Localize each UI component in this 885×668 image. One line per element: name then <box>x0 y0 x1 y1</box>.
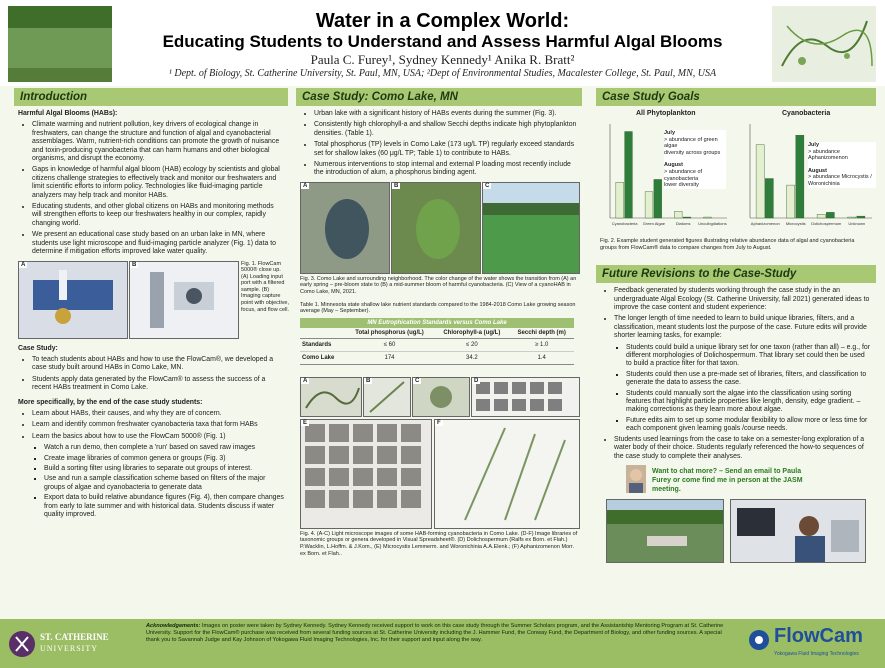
right-chart-notes: July > abundance Aphanizomenon August > abundance Microcystis / Woronichinia <box>808 142 876 188</box>
intro-column <box>14 88 288 618</box>
intro-bullet: • Climate warming and nutrient pollution, key drivers of ecological change in freshwaters, can change the structure and function of algal and cyanobacterial assemblages. Warm, nutrient-rich conditions can promote the growth of nuisance and toxin-producing cyanobacteria that can harm humans and other biological organisms, and disrupt the economy. <box>32 121 284 163</box>
revision-bullet: • Feedback generated by students working through the case study in the an undergraduate Algal Ecology (St. Catherine University, fall 2021) generated ideas to improve the case content and student experience: <box>614 287 872 312</box>
bar <box>765 179 773 218</box>
student-lab-photo <box>730 499 866 563</box>
image-library-d <box>471 377 580 417</box>
intro-bullet: • We present an educational case study based on an urban lake in MN, where students use light microscope and fluid-imaging particle analyzer (Fig. 1) data to determine if mitigation efforts improved lake water quality. <box>32 231 284 256</box>
intro-heading: Introduction <box>14 88 288 106</box>
bar <box>756 145 764 218</box>
case-bullet: • Urban lake with a significant history of HABs events during the summer (Fig. 3). <box>314 110 578 118</box>
bar <box>787 185 795 218</box>
tick-label: Green Algae <box>642 221 665 226</box>
intro-bullet: • Educating students, and other global citizens on HABs and monitoring methods will strengthen efforts to keep our freshwaters healthy in our complex, rapidly changing world. <box>32 203 284 228</box>
revision-sub-bullet: ▪ Students could build a unique library set for one taxon (rather than all) – e.g., for different morphologies of Dolichospermum. That library set could then be used to build a practice filter for that taxon. <box>626 344 872 369</box>
chart-title-right: Cyanobacteria <box>782 110 831 117</box>
case-heading: Case Study: Como Lake, MN <box>296 88 582 106</box>
table-cell: ≥ 1.0 <box>535 341 549 348</box>
table-cell: Como Lake <box>302 354 335 361</box>
lake-boat-photo <box>606 499 724 563</box>
lake-photo-left <box>8 6 112 82</box>
bar <box>848 217 856 218</box>
bar <box>857 216 865 218</box>
objective-sub-bullet: ▪ Create image libraries of common genera or groups (Fig. 3) <box>44 455 284 463</box>
tick-label: Unculbgdiations <box>698 221 727 226</box>
figure-2 <box>596 110 876 238</box>
bar <box>654 179 662 218</box>
table-header: Chlorophyll-a (ug/L) <box>443 329 501 336</box>
contact-box <box>596 465 876 499</box>
fig2-caption: Fig. 2. Example student generated figures illustrating relative abundance data of algal and cyanobacteria groups from FlowCam® data to compare changes from July to August. <box>600 238 855 251</box>
flowcam-port-photo <box>18 261 128 339</box>
bar <box>645 192 653 218</box>
revision-sub-bullet: ▪ Students could then use a pre-made set of libraries, filters, and classification to generate the data to assess the case. <box>626 371 872 388</box>
tick-label: Aphanizomenon <box>750 221 780 226</box>
table-title: MN Eutrophication Standards versus Como Lake <box>300 318 574 328</box>
case-bullet: • Numerous interventions to stop internal and external P loading most recently include the introduction of alum, a phosphorus binding agent. <box>314 161 578 178</box>
table-cell: ≤ 20 <box>466 341 478 348</box>
acknowledgements: Acknowledgements: Images on poster were taken by Sydney Kennedy. Sydney Kennedy received support to work on this case study through the Summer Scholars program, and the Assistantship Mentoring Program at St. Catherine University. Support for the FlowCam® purchase was received from several funding sources at St. Catherine University including the J. Hammer Fund, the Conway Fund, the Department of Biology, and other funding sources. A special thank you to Savannah Judge and Kay Johnson of Yokogawa Fluid Imaging Technologies, Inc. for their support and input along the way. <box>146 623 724 643</box>
poster-affiliations: ¹ Dept. of Biology, St. Catherine University, St. Paul, MN, USA; ²Dept of Environmental Studies, Macalester College, St. Paul, MN, USA <box>168 68 717 79</box>
objective-bullet: • Learn the basics about how to use the FlowCam 5000® (Fig. 1) <box>32 433 284 441</box>
bar <box>683 217 691 218</box>
poster-footer <box>0 619 885 668</box>
table-cell: 174 <box>384 354 395 361</box>
poster-authors: Paula C. Furey¹, Sydney Kennedy¹ Anika R. Bratt² <box>310 52 575 67</box>
table-header <box>300 328 345 339</box>
revision-sub-bullet: ▪ Future edits aim to set up some modular flexibility to allow more or less time for each component given learning goals /course needs. <box>626 417 872 434</box>
fig4-caption: Fig. 4. (A-C) Light microscope images of some HAB-forming cyanobacteria in Como Lake. (D-F) Image libraries of taxonomic groups or genera developed in Visual Spreadsheet®. (D) Dolichospermum (Ralfs ex Born. et Flah.) P.Wacklin, L.Hoffm. & J.Kom., (E) Microcystis Lemmerm. and Woronichinia A.A.Elenk.; (F) Aphanizomenon Morr. ex Born. et Flah.. <box>300 530 578 557</box>
flowcam-logo: FlowCam Yokogawa Fluid Imaging Technologies <box>748 625 878 663</box>
table-cell: ≤ 60 <box>383 341 396 348</box>
tick-label: Dolichospermum <box>811 221 842 226</box>
figure-4: A B C D E F <box>296 377 582 529</box>
flowcam-imaging-photo <box>129 261 239 339</box>
objective-bullet: • Learn and identify common freshwater cyanobacteria taxa that form HABs <box>32 421 284 429</box>
chart-title-left: All Phytoplankton <box>636 110 696 117</box>
author-headshot <box>626 465 646 493</box>
objective-sub-bullet: ▪ Use and run a sample classification scheme based on filters of the major groups of algae and cyanobacteria to generate data <box>44 475 284 492</box>
case-study-label: Case Study: <box>18 344 58 352</box>
fig1-caption: Fig. 1. FlowCam 5000® close up. (A) Loading input port with a filtered sample. (B) Imaging capture point with objective, focus, and flow cell. <box>241 260 289 313</box>
revision-bullet: • Students used learnings from the case to take on a semester-long exploration of a water body of their choice. Students regularly referenced the how-to sequences of the case study to complete their analyses. <box>614 436 872 461</box>
bar <box>616 182 624 218</box>
image-library-f <box>434 419 580 529</box>
bar <box>625 132 633 218</box>
bar <box>796 135 804 218</box>
microscope-photo-right <box>772 6 876 82</box>
objective-bullet: • Learn about HABs, their causes, and why they are of concern. <box>32 410 284 418</box>
revision-bullet: • The longer length of time needed to learn to build unique libraries, filters, and a classification, meant students lost the purpose of the case. Future edits will provide shorter learning tasks, for example: <box>614 315 872 340</box>
objective-sub-bullet: ▪ Watch a run demo, then complete a 'run' based on saved raw images <box>44 444 284 452</box>
bar <box>817 214 825 218</box>
goals-column <box>596 88 876 618</box>
poster-title-line2: Educating Students to Understand and Assess Harmful Algal Blooms <box>162 32 723 51</box>
tick-label: Diatoms <box>675 221 691 226</box>
revisions-heading: Future Revisions to the Case-Study <box>596 265 876 283</box>
objective-sub-bullet: ▪ Build a sorting filter using libraries to separate out groups of interest. <box>44 465 284 473</box>
stcatherine-logo: ST. CATHERINE UNIVERSITY <box>8 627 138 661</box>
left-chart-notes: July > abundance of green algae diversity across groups August > abundance of cyanobacteria lower diversity <box>664 130 726 189</box>
table-cell: 34.2 <box>465 354 478 361</box>
intro-bullet: • Gaps in knowledge of harmful algal bloom (HAB) ecology by scientists and global citizens challenge strategies to effectively track and monitor our freshwaters and limit scientific efforts to inform policy. Technologies like fluid-imaging particle analyzers may help track and monitor HABs. <box>32 166 284 200</box>
aerial-photo-summer <box>391 182 481 274</box>
stcatherine-seal-icon <box>8 629 36 659</box>
table-cell: 1.4 <box>537 354 546 361</box>
table-1 <box>300 318 574 365</box>
contact-text: Want to chat more? – Send an email to Paula Furey or come find me in person at the JASM meeting. <box>652 467 803 493</box>
figure-1: A B Fig. 1. FlowCam 5000® close up. (A) Loading input port with a filtered sample. (B) Imaging capture point with objective, focus, and flow cell. <box>14 261 288 343</box>
fig3-caption: Fig. 3. Como Lake and surrounding neighborhood. The color change of the water shows the transition from (A) an early spring – pre-bloom state to (B) a mid-summer bloom of harmful cyanobacteria. (C) View of a cyanoHAB in Como Lake, MN, 2021. <box>300 275 577 296</box>
table-header: Secchi depth (m) <box>517 329 566 336</box>
bar <box>674 211 682 218</box>
case-bullet: • Consistently high chlorophyll-a and shallow Secchi depths indicate high phytoplankton densities. (Table 1). <box>314 121 578 138</box>
bar <box>704 217 712 218</box>
tick-label: Microcystis <box>785 221 806 226</box>
case-bullet: • Students apply data generated by the FlowCam® to assess the success of a recent HABs treatment in Como Lake. <box>32 376 284 393</box>
case-column <box>296 88 582 618</box>
habs-label: Harmful Algal Blooms (HABs): <box>18 110 118 117</box>
flowcam-mark-icon <box>748 629 770 651</box>
bottom-photos <box>596 499 876 563</box>
aerial-photo-spring <box>300 182 390 274</box>
table1-caption: Table 1. Minnesota state shallow lake nutrient standards compared to the 1984-2018 Como Lake growing season average (May – September). <box>300 301 576 315</box>
image-library-e <box>300 419 432 529</box>
table-cell: Standards <box>302 341 332 348</box>
bar <box>826 212 834 218</box>
table-header: Total phosphorus (ug/L) <box>355 329 424 336</box>
figure-3: A B C <box>296 182 582 276</box>
tick-label: Cyanobacteria <box>611 221 638 226</box>
tick-label: Unknown <box>848 221 866 226</box>
objectives-label: More specifically, by the end of the case study students: <box>18 398 203 406</box>
cyanohab-photo <box>482 182 580 274</box>
case-bullet: • Total phosphorus (TP) levels in Como Lake (173 ug/L TP) regularly exceed standards set for shallow lakes (60 μg/L TP; Table 1) to contribute to HABs. <box>314 141 578 158</box>
goals-heading: Case Study Goals <box>596 88 876 106</box>
poster-title-line1: Water in a Complex World: <box>315 10 570 32</box>
poster-header <box>0 0 885 86</box>
revision-sub-bullet: ▪ Students could manually sort the algae into the classification using sorting features that highlight particle properties like length, density, edge gradient. – making corrections as they learn more about algae. <box>626 390 872 415</box>
objective-sub-bullet: ▪ Export data to build relative abundance figures (Fig. 4), then compare changes from early to late summer and with historical data. Students discuss if water quality improved. <box>44 494 284 519</box>
case-bullet: • To teach students about HABs and how to use the FlowCam®, we developed a case study built around HABs in Como Lake, MN. <box>32 356 284 373</box>
